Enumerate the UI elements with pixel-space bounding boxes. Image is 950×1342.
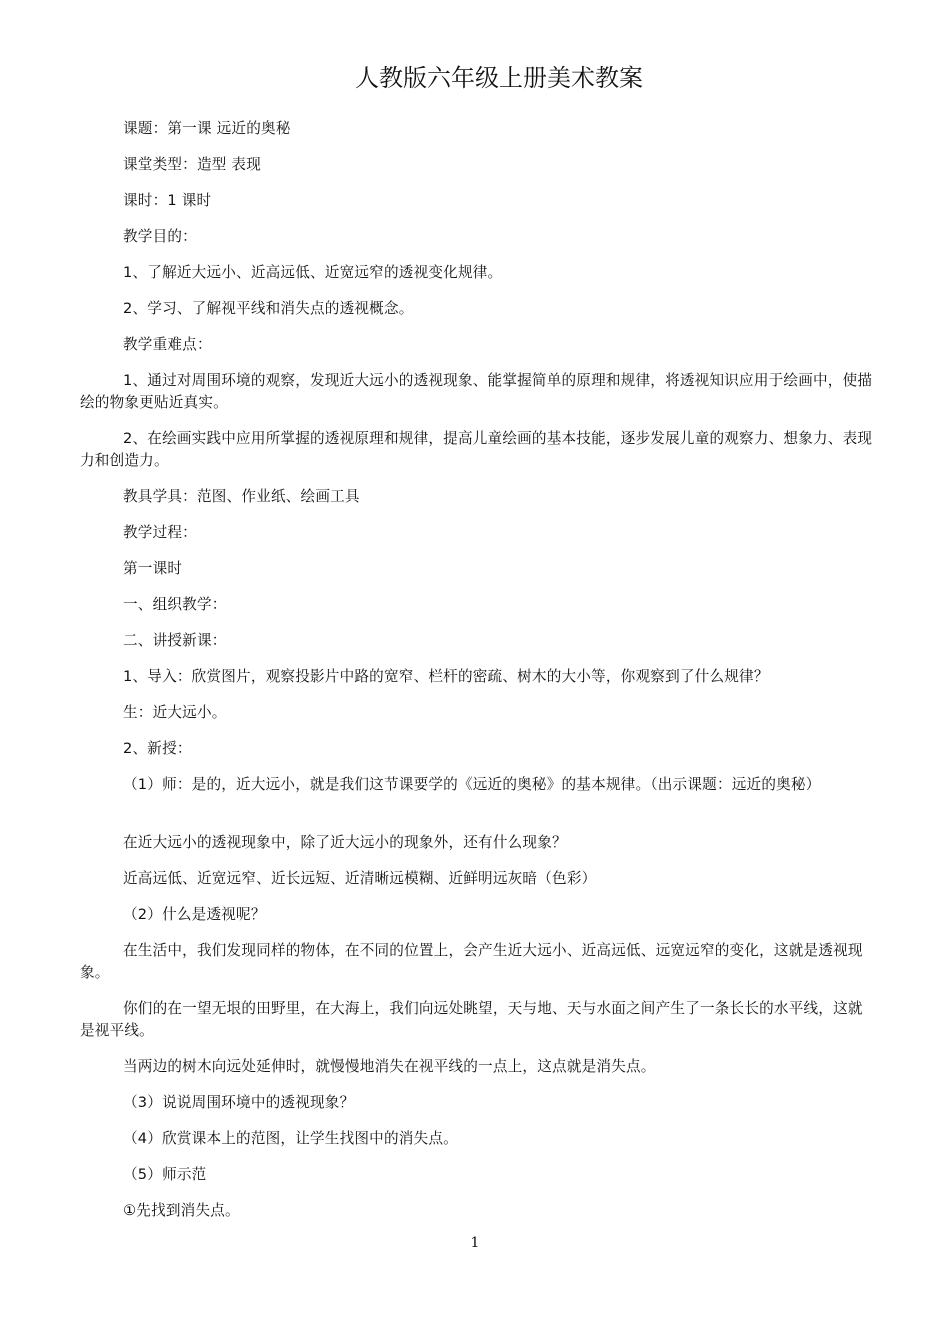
paragraph-teaching-process-heading: 教学过程：: [123, 524, 197, 541]
paragraph-perspective-definition: 在生活中，我们发现同样的物体，在不同的位置上，会产生近大远小、近高远低、远宽远窄的变化，这就是透视现象。: [80, 942, 863, 981]
paragraph-key-points-heading: 教学重难点：: [123, 336, 212, 353]
paragraph-student-answer: 生：近大远小。: [123, 704, 227, 721]
paragraph-class-type: 课堂类型：造型 表现: [123, 156, 261, 173]
paragraph-new-lesson: 2、新授：: [123, 740, 192, 757]
paragraph-objective-2: 2、学习、了解视平线和消失点的透视概念。: [123, 300, 414, 317]
paragraph-step-4: （4）欣赏课本上的范图，让学生找图中的消失点。: [123, 1130, 458, 1147]
paragraph-vanishing-point: 当两边的树木向远处延伸时，就慢慢地消失在视平线的一点上，这点就是消失点。: [123, 1058, 656, 1075]
document-title: 人教版六年级上册美术教案: [355, 64, 643, 92]
paragraph-section-two: 二、讲授新课：: [123, 632, 227, 649]
paragraph-step-3: （3）说说周围环境中的透视现象？: [123, 1094, 355, 1111]
paragraph-step-5: （5）师示范: [123, 1166, 207, 1183]
paragraph-first-lesson: 第一课时: [123, 560, 183, 577]
paragraph-class-hours: 课时：1 课时: [123, 192, 212, 209]
paragraph-teaching-aids: 教具学具：范图、作业纸、绘画工具: [123, 488, 360, 505]
paragraph-introduction: 1、导入：欣赏图片，观察投影片中路的宽窄、栏杆的密疏、树木的大小等，你观察到了什么规律？: [123, 668, 769, 685]
paragraph-section-one: 一、组织教学：: [123, 596, 227, 613]
paragraph-lesson-topic: 课题：第一课 远近的奥秘: [123, 120, 291, 137]
paragraph-step-1: （1）师：是的，近大远小，就是我们这节课要学的《远近的奥秘》的基本规律。（出示课题：远近的奥秘）: [123, 776, 821, 793]
paragraph-find-vanishing-point: ①先找到消失点。: [123, 1202, 240, 1219]
paragraph-question: 在近大远小的透视现象中，除了近大远小的现象外，还有什么现象？: [123, 834, 567, 851]
page-number: 1: [470, 1235, 480, 1251]
paragraph-key-point-1: 1、通过对周围环境的观察，发现近大远小的透视现象、能掌握简单的原理和规律，将透视知识应用于绘画中，使描绘的物象更贴近真实。: [80, 372, 873, 411]
paragraph-objective-1: 1、了解近大远小、近高远低、近宽远窄的透视变化规律。: [123, 264, 503, 281]
paragraph-key-point-2: 2、在绘画实践中应用所掌握的透视原理和规律，提高儿童绘画的基本技能，逐步发展儿童的观察力、想象力、表现力和创造力。: [80, 430, 873, 469]
paragraph-step-2: （2）什么是透视呢？: [123, 906, 266, 923]
paragraph-teaching-objectives-heading: 教学目的：: [123, 228, 197, 245]
paragraph-horizon-line: 你们的在一望无垠的田野里，在大海上，我们向远处眺望，天与地、天与水面之间产生了一条长长的水平线，这就是视平线。: [80, 1000, 863, 1039]
paragraph-phenomena-list: 近高远低、近宽远窄、近长远短、近清晰远模糊、近鲜明远灰暗（色彩）: [123, 870, 597, 887]
